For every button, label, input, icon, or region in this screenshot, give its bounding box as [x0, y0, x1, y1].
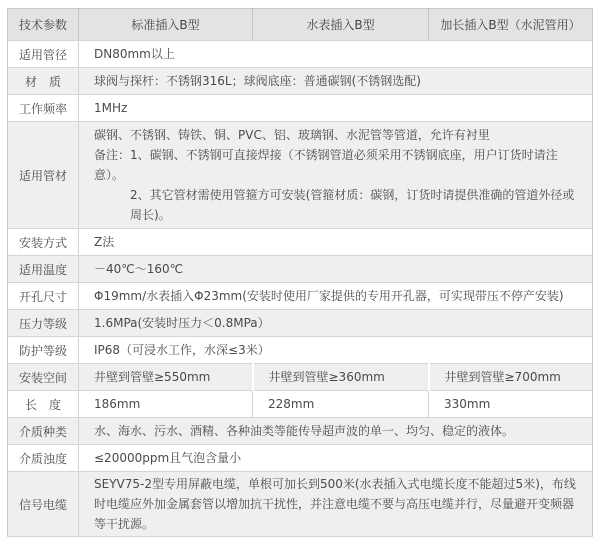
row-medium-types	[8, 418, 593, 445]
pipes-line-2: 备注：1、碳钢、不锈钢可直接焊接（不锈钢管道必须采用不锈钢底座，用户订货时请注意）。	[94, 148, 558, 182]
header-row	[8, 9, 593, 41]
row-cell-extended: 330mm	[429, 391, 593, 418]
row-value: －40℃～160℃	[79, 256, 593, 283]
row-cell-standard: 186mm	[79, 391, 253, 418]
row-label: 防护等级	[8, 337, 79, 364]
row-label: 工作频率	[8, 95, 79, 122]
spec-table	[7, 8, 593, 537]
row-cell-extended: 井壁到管壁≥700mm	[429, 364, 593, 391]
row-label: 安装空间	[8, 364, 79, 391]
row-label: 适用管径	[8, 41, 79, 68]
row-cell-watermeter: 井壁到管壁≥360mm	[253, 364, 429, 391]
header-tech-params: 技术参数	[8, 9, 79, 41]
row-value	[79, 122, 593, 229]
row-value: ≤20000ppm且气泡含量小	[79, 445, 593, 472]
row-install-space	[8, 364, 593, 391]
row-pressure-rating	[8, 310, 593, 337]
header-extended-insert-b: 加长插入B型（水泥管用）	[429, 9, 593, 41]
row-value: DN80mm以上	[79, 41, 593, 68]
row-value: 水、海水、污水、酒精、各种油类等能传导超声波的单一、均匀、稳定的液体。	[79, 418, 593, 445]
row-label: 安装方式	[8, 229, 79, 256]
row-label: 介质种类	[8, 418, 79, 445]
pipes-line-3: 2、其它管材需使用管箍方可安装(管箍材质：碳钢，订货时请提供准确的管道外径或周长)。	[130, 188, 575, 222]
row-value: 1.6MPa(安装时压力＜0.8MPa）	[79, 310, 593, 337]
header-watermeter-insert-b: 水表插入B型	[253, 9, 429, 41]
row-label: 介质浊度	[8, 445, 79, 472]
row-cell-watermeter: 228mm	[253, 391, 429, 418]
row-label: 开孔尺寸	[8, 283, 79, 310]
row-label: 适用温度	[8, 256, 79, 283]
row-working-frequency	[8, 95, 593, 122]
row-pipe-diameter	[8, 41, 593, 68]
row-value: IP68（可浸水工作，水深≤3米）	[79, 337, 593, 364]
row-applicable-pipes	[8, 122, 593, 229]
row-temperature	[8, 256, 593, 283]
row-length	[8, 391, 593, 418]
row-value: 球阀与探杆：不锈钢316L；球阀底座：普通碳钢(不锈钢选配)	[79, 68, 593, 95]
row-material	[8, 68, 593, 95]
header-standard-insert-b: 标准插入B型	[79, 9, 253, 41]
row-signal-cable	[8, 472, 593, 537]
row-value: SEYV75-2型专用屏蔽电缆，单根可加长到500米(水表插入式电缆长度不能超过5米)，布线时电缆应外加金属套管以增加抗干扰性，并注意电缆不要与高压电缆并行，尽量避开变频器等干扰源。	[79, 472, 593, 537]
row-label: 信号电缆	[8, 472, 79, 537]
row-label: 材 质	[8, 68, 79, 95]
row-medium-turbidity	[8, 445, 593, 472]
row-install-method	[8, 229, 593, 256]
row-label: 压力等级	[8, 310, 79, 337]
row-hole-size	[8, 283, 593, 310]
row-cell-standard: 井壁到管壁≥550mm	[79, 364, 253, 391]
row-label: 长 度	[8, 391, 79, 418]
pipes-line-1: 碳钢、不锈钢、铸铁、铜、PVC、铝、玻璃钢、水泥管等管道，允许有衬里	[94, 128, 490, 142]
row-value: 1MHz	[79, 95, 593, 122]
row-protection-rating	[8, 337, 593, 364]
row-value: Φ19mm/水表插入Φ23mm(安装时使用厂家提供的专用开孔器，可实现带压不停产安装)	[79, 283, 593, 310]
row-label: 适用管材	[8, 122, 79, 229]
row-value: Z法	[79, 229, 593, 256]
